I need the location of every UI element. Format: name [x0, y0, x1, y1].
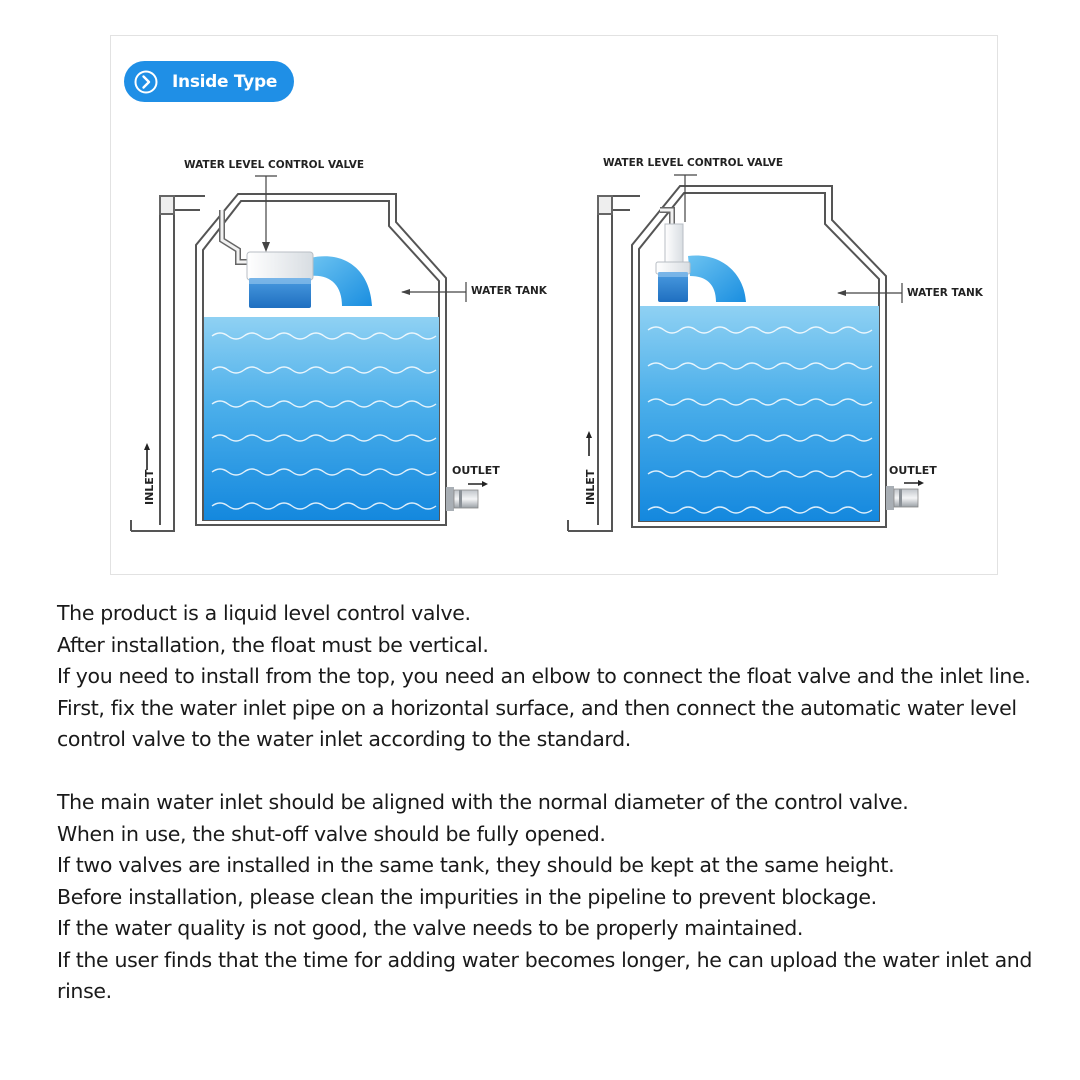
description	[57, 598, 1047, 1008]
inner-pipe	[222, 210, 250, 262]
tank-label: WATER TANK	[907, 287, 983, 299]
outlet-pipe	[886, 486, 918, 510]
description-line: The product is a liquid level control valve.	[57, 601, 471, 625]
description-line: If the user finds that the time for adding water becomes longer, he can upload the water inlet and rinse.	[57, 947, 1033, 1003]
outlet-label: OUTLET	[452, 464, 500, 477]
description-line: If the water quality is not good, the valve needs to be properly maintained.	[57, 916, 804, 940]
diagram-right	[568, 157, 984, 531]
diagram-left	[131, 159, 548, 531]
description-line: The main water inlet should be aligned with the normal diameter of the control valve.	[57, 790, 909, 814]
valve-label: WATER LEVEL CONTROL VALVE	[184, 159, 365, 171]
inlet-pipe	[568, 196, 640, 531]
tank-leader-line	[838, 283, 902, 303]
description-line: First, fix the water inlet pipe on a horizontal surface, and then connect the automatic water level control valve to the water inlet according to the standard.	[57, 695, 1017, 751]
float-valve	[656, 224, 690, 302]
tank-label: WATER TANK	[471, 285, 547, 297]
valve-leader-line	[674, 175, 697, 222]
inlet-label: INLET	[584, 469, 597, 505]
description-line: After installation, the float must be vertical.	[57, 632, 489, 657]
paragraph-gap	[57, 756, 1047, 788]
water-stream	[688, 255, 746, 302]
valve-leader-line	[255, 176, 277, 248]
badge-label: Inside Type	[172, 71, 278, 92]
tank-leader-line	[402, 282, 466, 302]
outlet-pipe	[446, 487, 478, 511]
water-body	[640, 306, 879, 521]
description-line: If you need to install from the top, you need an elbow to connect the float valve and the inlet line.	[57, 664, 1031, 688]
outlet-label: OUTLET	[889, 464, 937, 477]
valve-label: WATER LEVEL CONTROL VALVE	[603, 157, 784, 169]
water-body	[204, 317, 439, 520]
description-line: When in use, the shut-off valve should be fully opened.	[57, 821, 606, 846]
inlet-label: INLET	[143, 469, 156, 505]
inner-pipe	[660, 210, 672, 225]
description-line: If two valves are installed in the same tank, they should be kept at the same height.	[57, 853, 895, 877]
water-stream	[310, 256, 372, 306]
float-valve	[247, 252, 313, 308]
description-line: Before installation, please clean the impurities in the pipeline to prevent blockage.	[57, 884, 877, 909]
